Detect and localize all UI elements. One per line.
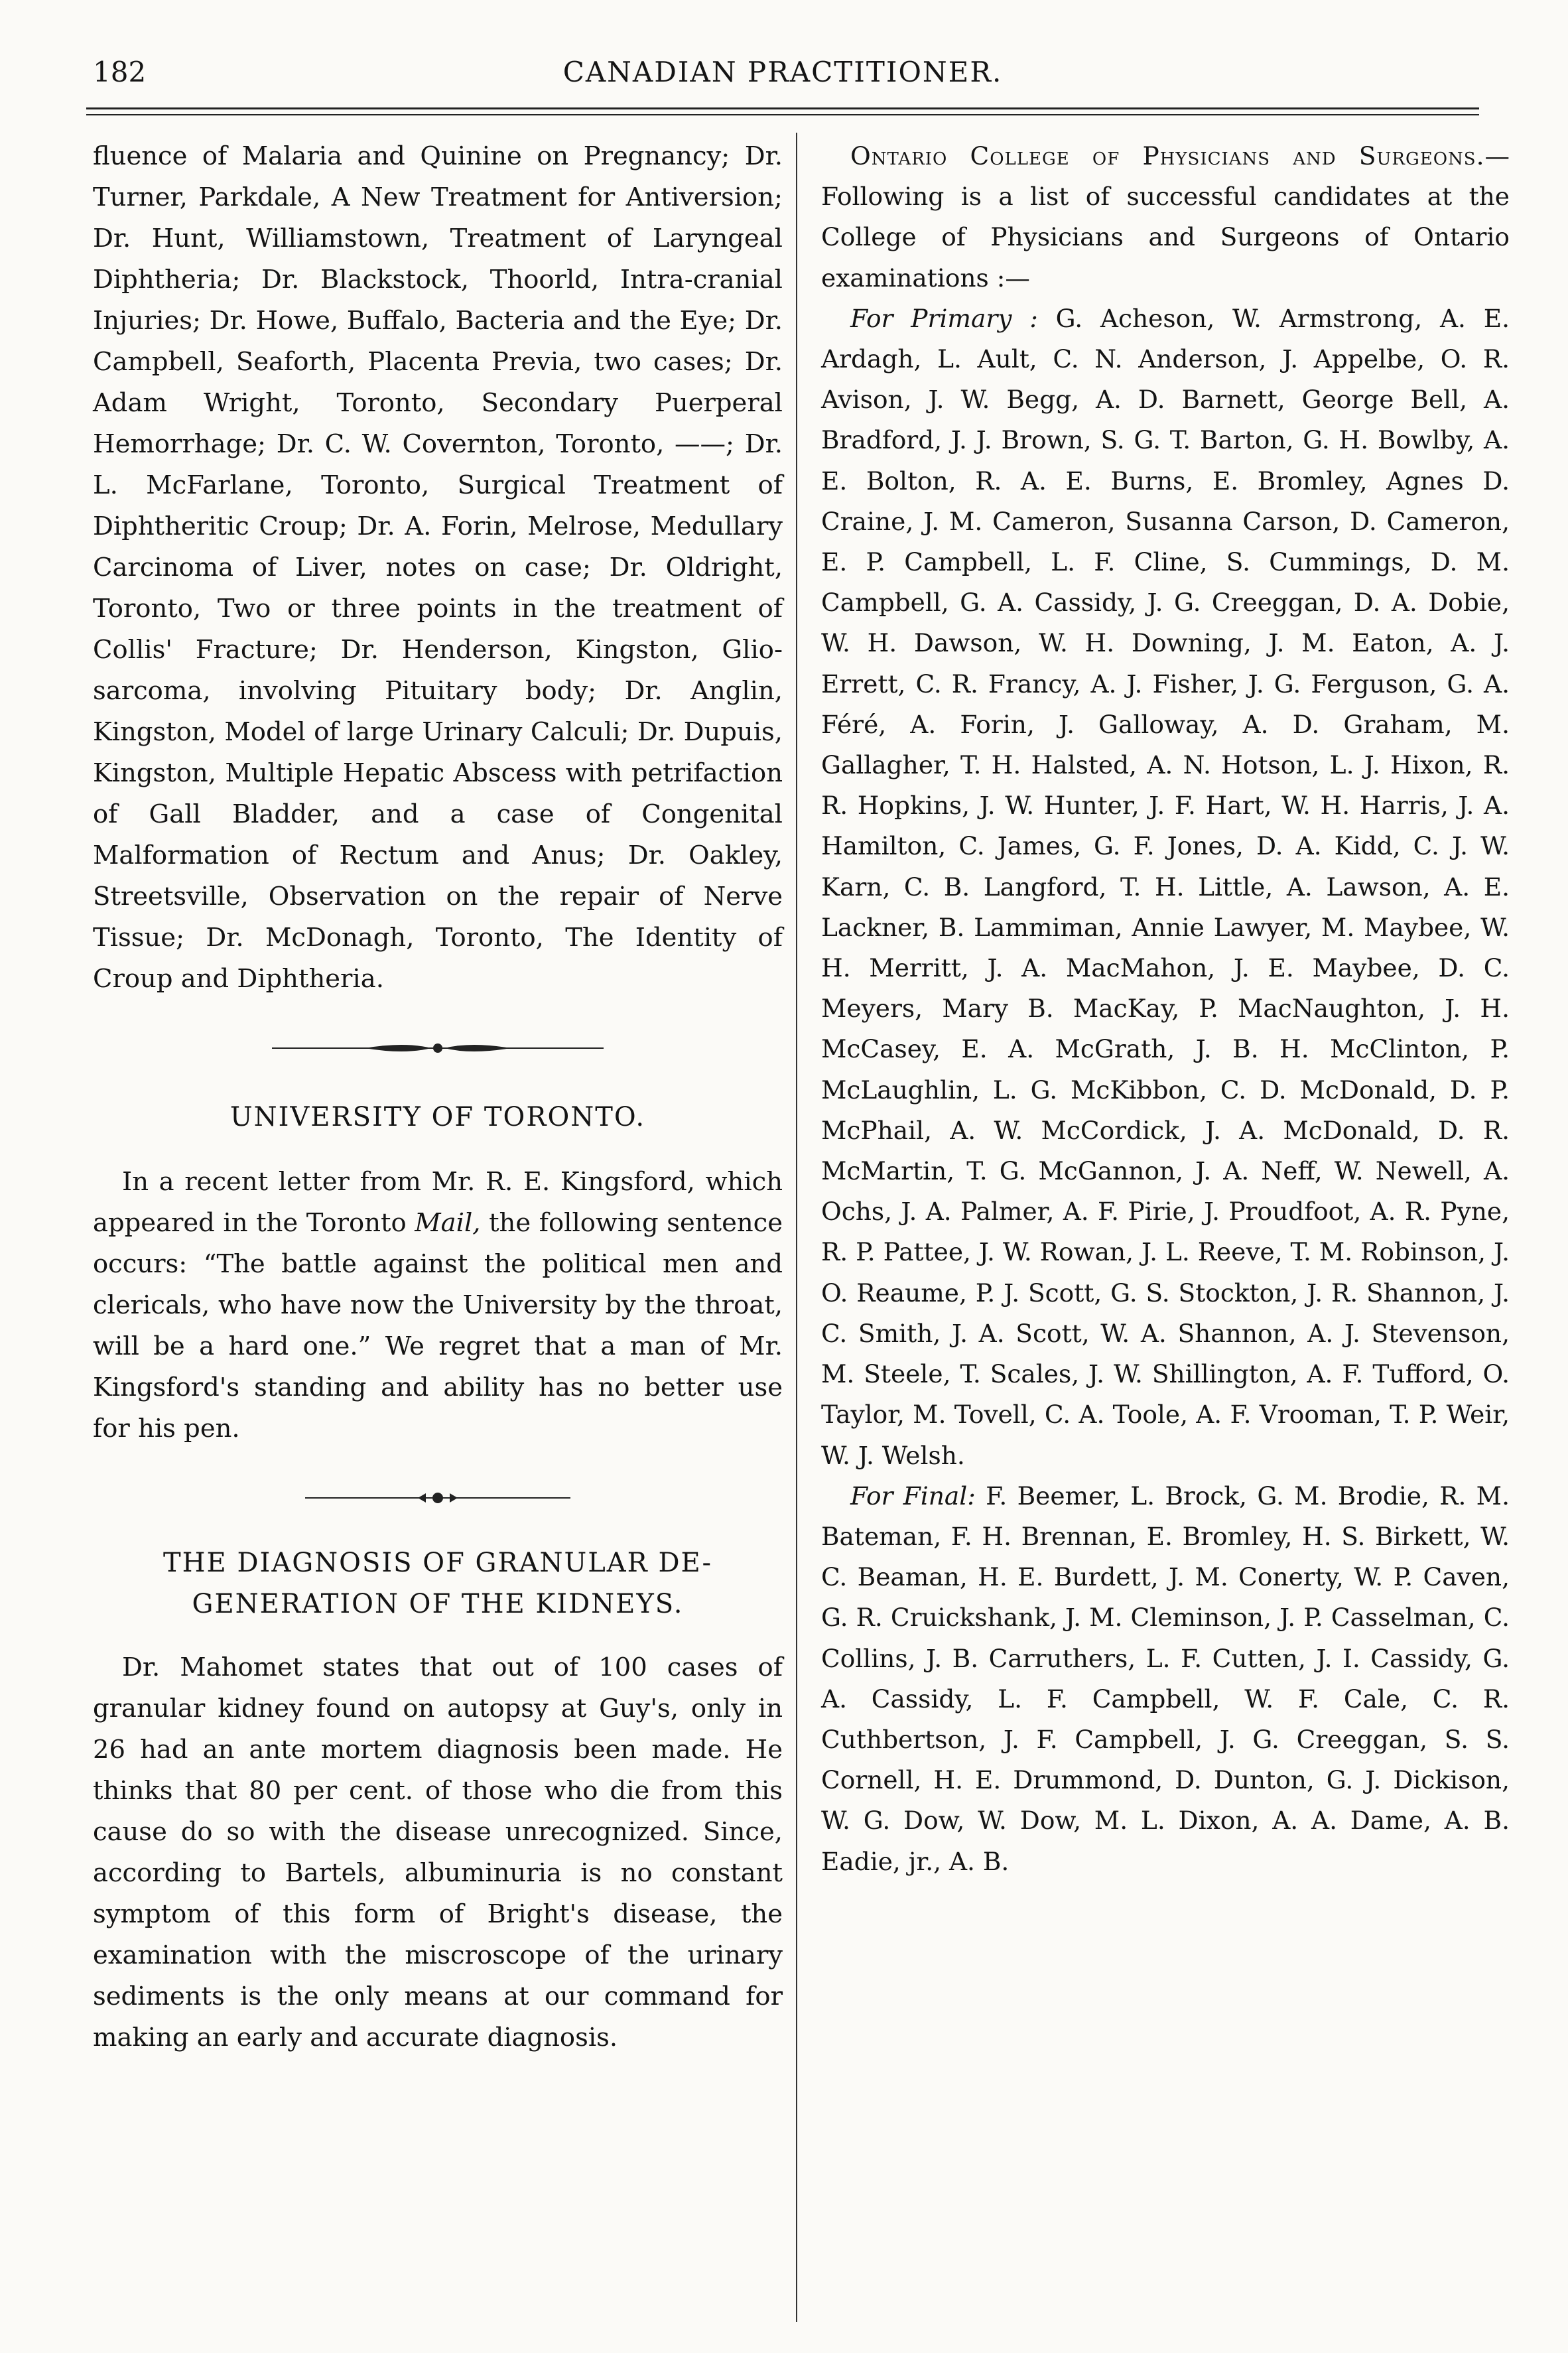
journal-title: CANADIAN PRACTITIONER. xyxy=(562,56,1003,88)
omitted-title-dash: —— xyxy=(675,429,726,459)
university-text-end: the following sentence occurs: “The battle against the political men and clericals, who have now the University by the throat, will be a hard one.” We regret that a man of Mr. Kingsford's standing and ability has no better use for his pen. xyxy=(93,1208,783,1444)
meeting-papers-paragraph xyxy=(93,136,783,1000)
kidney-paragraph: Dr. Mahomet states that out of 100 cases of granular kidney found on autopsy at Guy's, only in 26 had an ante mortem diagnosis been made. He thinks that 80 per cent. of those who die from this cause do so with the disease unrecognized. Since, according to Bartels, albuminuria is no constant symptom of this form of Bright's disease, the examination with the miscroscope of the urinary sediments is the only means at our command for making an early and accurate diagnosis. xyxy=(93,1652,783,2052)
final-candidates-paragraph xyxy=(821,1476,1510,1882)
kidney-heading-line-1: THE DIAGNOSIS OF GRANULAR DE- xyxy=(163,1548,713,1578)
ontario-college-paragraph xyxy=(821,136,1510,299)
primary-names: G. Acheson, W. Armstrong, A. E. Ardagh, L. Ault, C. N. Anderson, J. Appelbe, O. R. Avison, J. W. Begg, A. D. Barnett, George Bell, A. Bradford, J. J. Brown, S. G. T. Barton, G. H. Bowlby, A. E. Bolton, R. A. E. Burns, E. Bromley, Agnes D. Craine, J. M. Cameron, Susanna Carson, D. Cameron, E. P. Campbell, L. F. Cline, S. Cummings, D. M. Campbell, G. A. Cassidy, J. G. Creeggan, D. A. Dobie, W. H. Dawson, W. H. Downing, J. M. Eaton, A. J. Errett, C. R. Francy, A. J. Fisher, J. G. Ferguson, G. A. Féré, A. Forin, J. Galloway, A. D. Graham, M. Gallagher, T. H. Halsted, A. N. Hotson, L. J. Hixon, R. R. Hopkins, J. W. Hunter, J. F. Hart, W. H. Harris, J. A. Hamilton, C. James, G. F. Jones, D. A. Kidd, C. J. W. Karn, C. B. Langford, T. H. Little, A. Lawson, A. E. Lackner, B. Lammiman, Annie Lawyer, M. Maybee, W. H. Merritt, J. A. MacMahon, J. E. Maybee, D. C. Meyers, Mary B. MacKay, P. MacNaughton, J. H. McCasey, E. A. McGrath, J. B. H. McClinton, P. McLaughlin, L. G. McKibbon, C. D. McDonald, D. P. McPhail, A. W. McCordick, J. A. McDonald, D. R. McMartin, T. G. McGannon, J. A. Neff, W. Newell, A. Ochs, J. A. Palmer, A. F. Pirie, J. Proudfoot, A. R. Pyne, R. P. Pattee, J. W. Rowan, J. L. Reeve, T. M. Robinson, J. O. Reaume, P. J. Scott, G. S. Stockton, J. R. Shannon, J. C. Smith, J. A. Scott, W. A. Shannon, A. J. Stevenson, M. Steele, T. Scales, J. W. Shillington, A. F. Tufford, O. Taylor, M. Tovell, C. A. Toole, A. F. Vrooman, T. P. Weir, W. J. Welsh. xyxy=(821,303,1510,1470)
papers-text-end: ; Dr. L. McFarlane, Toronto, Surgical Treatment of Diphtheritic Croup; Dr. A. Forin, Melrose, Medullary Carcinoma of Liver, notes on case; Dr. Oldright, Toronto, Two or three points in the treatment of Collis' Fracture; Dr. Henderson, Kingston, Glio-sarcoma, involving Pituitary body; Dr. Anglin, Kingston, Model of large Urinary Calculi; Dr. Dupuis, Kingston, Multiple Hepatic Abscess with petrifaction of Gall Bladder, and a case of Congenital Malformation of Rectum and Anus; Dr. Oakley, Streetsville, Observation on the repair of Nerve Tissue; Dr. McDonagh, Toronto, The Identity of Croup and Diphtheria. xyxy=(93,429,783,994)
right-column xyxy=(821,136,1510,1882)
running-head xyxy=(93,53,1472,106)
university-heading: UNIVERSITY OF TORONTO. xyxy=(229,1102,646,1132)
header-rule-thick xyxy=(86,107,1479,109)
final-label: For Final: xyxy=(850,1481,976,1511)
ontario-college-heading: Ontario College of Physicians and Surgeons. xyxy=(850,141,1485,170)
final-names: F. Beemer, L. Brock, G. M. Brodie, R. M. Bateman, F. H. Brennan, E. Bromley, H. S. Birkett, W. C. Beaman, H. E. Burdett, J. M. Conerty, W. P. Caven, G. R. Cruickshank, J. M. Cleminson, J. P. Casselman, C. Collins, J. B. Carruthers, L. F. Cutten, J. I. Cassidy, G. A. Cassidy, L. F. Campbell, W. F. Cale, C. R. Cuthbertson, J. F. Campbell, J. G. Creeggan, S. S. Cornell, H. E. Drummond, D. Dunton, G. J. Dickison, W. G. Dow, W. Dow, M. L. Dixon, A. A. Dame, A. B. Eadie, jr., A. B. xyxy=(821,1481,1510,1876)
section-ornament xyxy=(272,1038,604,1058)
section-ornament-small xyxy=(305,1488,570,1508)
primary-label: For Primary : xyxy=(850,303,1038,333)
university-paragraph xyxy=(93,1162,783,1449)
papers-text-start: fluence of Malaria and Quinine on Pregnancy; Dr. Turner, Parkdale, A New Treatment for Antiversion; Dr. Hunt, Williamstown, Treatment of Laryngeal Diphtheria; Dr. Blackstock, Thoorld, Intra-cranial Injuries; Dr. Howe, Buffalo, Bacteria and the Eye; Dr. Campbell, Seaforth, Placenta Previa, two cases; Dr. Adam Wright, Toronto, Secondary Puerperal Hemorrhage; Dr. C. W. Covernton, Toronto, xyxy=(93,141,783,459)
header-rule-thin xyxy=(86,114,1479,115)
mail-newspaper-title: Mail, xyxy=(415,1208,481,1238)
column-divider xyxy=(796,133,797,2322)
left-column xyxy=(93,136,783,2058)
primary-candidates-paragraph xyxy=(821,299,1510,1476)
university-text-start: In a recent letter from Mr. R. E. Kingsford, which appeared in the Toronto xyxy=(93,1167,783,1238)
ontario-college-intro: —Following is a list of successful candidates at the College of Physicians and Surgeons of Ontario examinations :— xyxy=(821,141,1510,293)
page-number: 182 xyxy=(93,56,147,88)
kidney-heading-line-2: GENERATION OF THE KIDNEYS. xyxy=(192,1589,684,1619)
